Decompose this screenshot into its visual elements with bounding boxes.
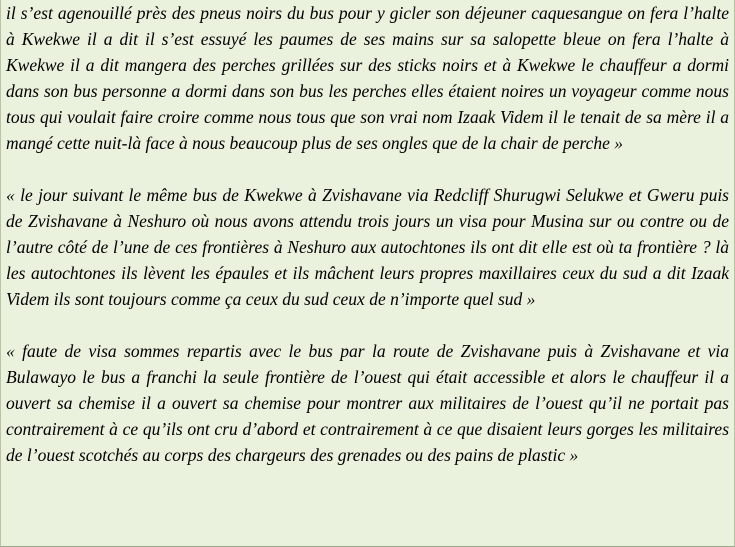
- paragraph-1: il s’est agenouillé près des pneus noirs du bus pour y gicler son déjeuner caquesangue on fera l’halte à Kwekwe il a dit il s’est essuyé les paumes de ses mains sur sa salopette bleue on fera l’halte à Kwekwe il a dit mangera des perches grillées sur des sticks noirs et à Kwekwe le chauffeur a dormi dans son bus personne a dormi dans son bus les perches elles étaient noires un voyageur comme nous tous qui voulait faire croire comme nous tous que son vrai nom Izaak Videm il le tenait de sa mère il a mangé cette nuit-là face à nous beaucoup plus de ses ongles que de la chair de perche »: [6, 3, 729, 153]
- paragraph-3: « faute de visa sommes repartis avec le bus par la route de Zvishavane puis à Zvishavane et via Bulawayo le bus a franchi la seule frontière de l’ouest qui était accessible et alors le chauffeur il a ouvert sa chemise il a ouvert sa chemise pour montrer aux militaires de l’ouest qu’il ne portait pas contrairement à ce qu’ils ont cru d’abord et contrairement à ce que disaient leurs gorges les militaires de l’ouest scotchés au corps des chargeurs des grenades ou des pains de plastic »: [6, 341, 729, 465]
- document-page: [1, 0, 729, 468]
- paragraph-2: « le jour suivant le même bus de Kwekwe à Zvishavane via Redcliff Shurugwi Selukwe et Gweru puis de Zvishavane à Neshuro où nous avons attendu trois jours un visa pour Musina sur ou contre ou de l’autre côté de l’une de ces frontières à Neshuro aux autochtones ils ont dit elle est où ta frontière ? là les autochtones ils lèvent les épaules et ils mâchent leurs propres maxillaires ceux du sud a dit Izaak Videm ils sont toujours comme ça ceux du sud ceux de n’importe quel sud »: [6, 185, 729, 309]
